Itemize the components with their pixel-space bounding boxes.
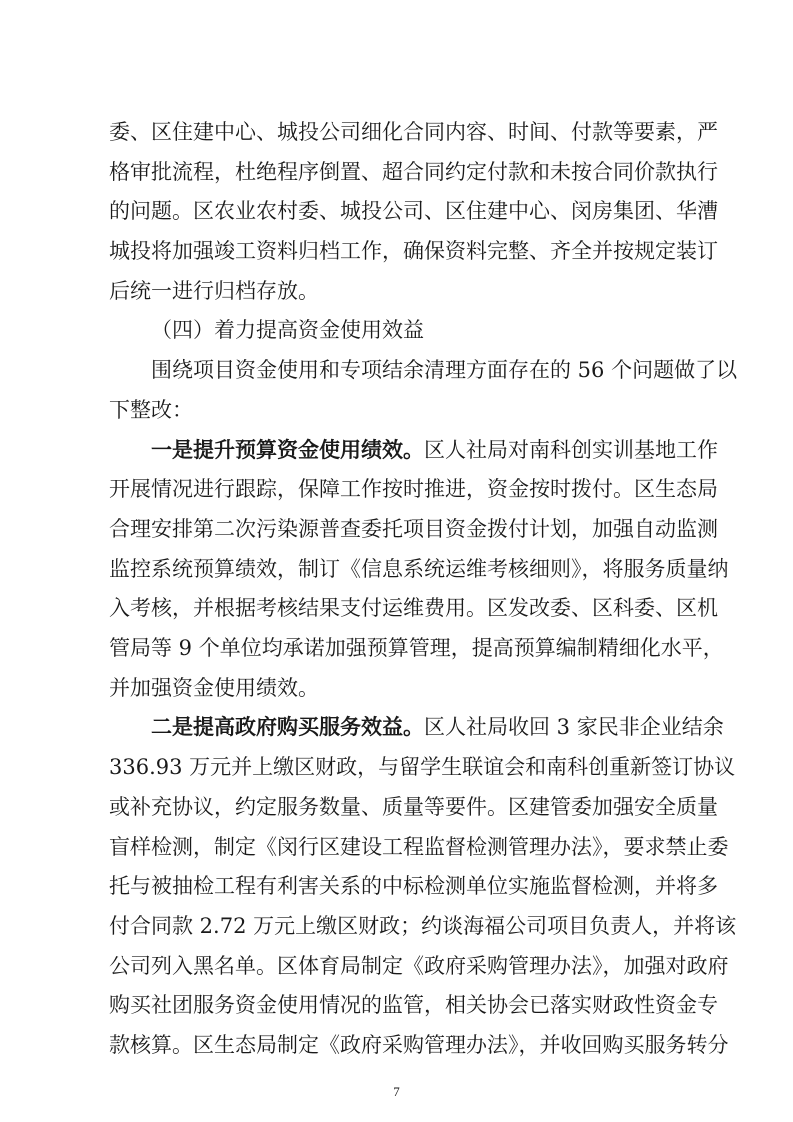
paragraph-line: 城投将加强竣工资料归档工作，确保资料完整、齐全并按规定装订: [109, 239, 718, 264]
paragraph-text: 区人社局收回 3 家民非企业结余: [424, 715, 724, 740]
paragraph-line: 围绕项目资金使用和专项结余清理方面存在的 56 个问题做了以: [151, 358, 738, 383]
paragraph-text: 区人社局对南科创实训基地工作: [424, 437, 718, 462]
paragraph-line: 款核算。区生态局制定《政府采购管理办法》，并收回购买服务转分: [109, 1033, 729, 1057]
paragraph-lead: 一是提升预算资金使用绩效。: [151, 436, 424, 462]
paragraph-line: 购买社团服务资金使用情况的监管，相关协会已落实财政性资金专: [109, 993, 718, 1018]
paragraph-line: 托与被抽检工程有利害关系的中标检测单位实施监督检测，并将多: [109, 874, 718, 899]
paragraph-lead: 二是提高政府购买服务效益。: [151, 714, 424, 740]
paragraph-line: 或补充协议，约定服务数量、质量等要件。区建管委加强安全质量: [109, 794, 718, 819]
paragraph-line: 后统一进行归档存放。: [109, 278, 319, 303]
paragraph-line: [151, 712, 724, 742]
paragraph-line: 管局等 9 个单位均承诺加强预算管理，提高预算编制精细化水平，: [109, 636, 724, 661]
paragraph-line: 监控系统预算绩效，制订《信息系统运维考核细则》，将服务质量纳: [109, 556, 729, 581]
paragraph-line: 入考核，并根据考核结果支付运维费用。区发改委、区科委、区机: [109, 596, 718, 621]
paragraph-line: 并加强资金使用绩效。: [109, 675, 319, 700]
paragraph-line: 336.93 万元并上缴区财政，与留学生联谊会和南科创重新签订协议: [109, 755, 736, 780]
paragraph-line: 下整改：: [109, 397, 193, 422]
paragraph-line: 付合同款 2.72 万元上缴区财政；约谈海福公司项目负责人，并将该: [109, 913, 737, 938]
paragraph-line: 格审批流程，杜绝程序倒置、超合同约定付款和未按合同价款执行: [109, 159, 718, 184]
section-heading: （四）着力提高资金使用效益: [151, 318, 424, 343]
paragraph-line: 开展情况进行跟踪，保障工作按时推进，资金按时拨付。区生态局: [109, 477, 718, 502]
paragraph-line: 合理安排第二次污染源普查委托项目资金拨付计划，加强自动监测: [109, 516, 718, 541]
paragraph-line: 公司列入黑名单。区体育局制定《政府采购管理办法》，加强对政府: [109, 953, 729, 978]
paragraph-line: 盲样检测，制定《闵行区建设工程监督检测管理办法》，要求禁止委: [109, 834, 729, 859]
paragraph-line: [151, 435, 718, 465]
page-number: 7: [393, 1084, 400, 1099]
paragraph-line: 委、区住建中心、城投公司细化合同内容、时间、付款等要素，严: [109, 120, 718, 144]
paragraph-line: 的问题。区农业农村委、城投公司、区住建中心、闵房集团、华漕: [109, 199, 718, 224]
